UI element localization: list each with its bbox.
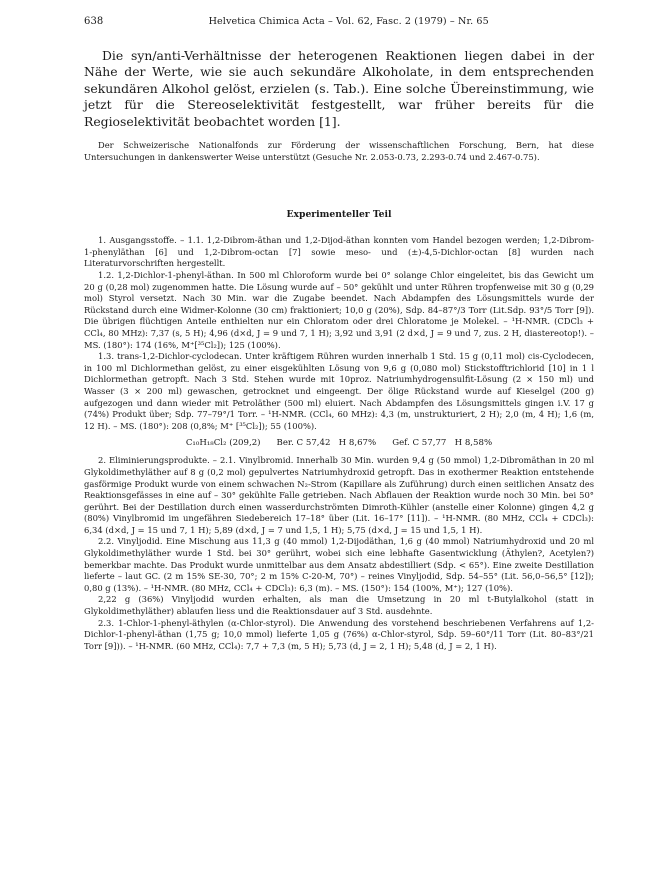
section-title: Experimenteller Teil (286, 209, 392, 221)
paragraph-1-1: 1. Ausgangsstoffe. – 1.1. 1,2-Dibrom-äthan und 1,2-Dijod-äthan konnten vom Handel bezogen werden; 1,2-Dibrom-1-phenyläthan [6] und 1,2-Dibrom-octan [7] sowie meso- und (±)-4,5-Dichlor-octan [8] wurden nach Literaturvorschriften hergestellt. (84, 235, 594, 269)
acknowledgement: Der Schweizerische Nationalfonds zur Förderung der wissenschaftlichen Forschung, Bern, hat diese Untersuchungen in dankenswerter Weise unterstützt (Gesuche Nr. 2.053-0.73, 2.293-0.74 und 2.467-0.75). (84, 140, 594, 162)
paragraph-1-2: 1.2. 1,2-Dichlor-1-phenyl-äthan. In 500 ml Chloroform wurde bei 0° solange Chlor eingeleitet, bis das Gewicht um 20 g (0,28 mol) zugenommen hatte. Die Lösung wurde auf – 50° gekühlt und unter Rühren tropfenweise mit 30 g (0,29 mol) Styrol versetzt. Nach 30 Min. war die Zugabe beendet. Nach Abdampfen des Lösungsmittels wurde der Rückstand durch eine Widmer-Kolonne (30 cm) fraktioniert; 10,0 g (20%), Sdp. 84–87°/3 Torr (Lit.Sdp. 93°/5 Torr [9]). Die übrigen flüchtigen Anteile enthielten nur ein Chloratom oder drei Chloratome je Molekel. – ¹H-NMR. (CDCl₃ + CCl₄, 80 MHz): 7,37 (s, 5 H); 4,96 (d×d, J = 9 und 7, 1 H); 3,92 und 3,91 (2 d×d, J = 9 und 7, zus. 2 H, diastereotop!). – MS. (180°): 174 (16%, M⁺[³⁵Cl₂]); 125 (100%). (84, 270, 594, 350)
journal-citation: Helvetica Chimica Acta – Vol. 62, Fasc. 2 (1979) – Nr. 65 (208, 16, 489, 27)
running-head (84, 16, 594, 34)
paragraph-1-3: 1.3. trans-1,2-Dichlor-cyclodecan. Unter kräftigem Rühren wurden innerhalb 1 Std. 15 g (0,11 mol) cis-Cyclodecen, in 100 ml Dichlormethan gelöst, zu einer eisgekühlten Lösung von 9,6 g (0,080 mol) Stickstofftrichlorid [10] in 1 l Dichlormethan getropft. Nach 3 Std. Stehen wurde mit 10proz. Natriumhydrogensulfit-Lösung (2 × 150 ml) und Wasser (3 × 200 ml) gewaschen, getrocknet und eingeengt. Der ölige Rückstand wurde auf Kieselgel (200 g) aufgezogen und dann wieder mit Petroläther (500 ml) eluiert. Nach Abdampfen des Lösungsmittels gingen i.V. 17 g (74%) Produkt über; Sdp. 77–79°/1 Torr. – ¹H-NMR. (CCl₄, 60 MHz): 4,3 (m, unstrukturiert, 2 H); 2,0 (m, 4 H); 1,6 (m, 12 H). – MS. (180°): 208 (0,8%; M⁺ [³⁵Cl₂]); 55 (100%). (84, 351, 594, 431)
paragraph-2-2b: 2,22 g (36%) Vinyljodid wurden erhalten, als man die Umsetzung in 20 ml t-Butylalkohol (statt in Glykoldimethyläther) ablaufen liess und die Reaktionsdauer auf 3 Std. ausdehnte. (84, 594, 594, 617)
paragraph-2-3: 2.3. 1-Chlor-1-phenyl-äthylen (α-Chlor-styrol). Die Anwendung des vorstehend beschriebenen Verfahrens auf 1,2-Dichlor-1-phenyl-äthan (1,75 g; 10,0 mmol) lieferte 1,05 g (76%) α-Chlor-styrol, Sdp. 59–60°/11 Torr (Lit. 80–83°/21 Torr [9])). – ¹H-NMR. (60 MHz, CCl₄): 7,7 + 7,3 (m, 5 H); 5,73 (d, J = 2, 1 H); 5,48 (d, J = 2, 1 H). (84, 617, 594, 651)
compound-formula: C₁₀H₁₈Cl₂ (209,2) (185, 438, 261, 449)
found-values: Gef. C 57,77 H 8,58% (392, 438, 493, 449)
calculated-values: Ber. C 57,42 H 8,67% (276, 438, 377, 449)
paragraph-2-2: 2.2. Vinyljodid. Eine Mischung aus 11,3 g (40 mmol) 1,2-Dijodäthan, 1,6 g (40 mmol) Natriumhydroxid und 20 ml Glykoldimethyläther wurde 1 Std. bei 30° gerührt, wobei sich eine lebhafte Gasentwicklung (Äthylen?, Acetylen?) bemerkbar machte. Das Produkt wurde unmittelbar aus dem Ansatz abdestilliert (Sdp. < 65°). Eine zweite Destillation lieferte – laut GC. (2 m 15% SE-30, 70°; 2 m 15% C-20-M, 70°) – reines Vinyljodid, Sdp. 54–55° (Lit. 56,0–56,5° [12]); 0,80 g (13%). – ¹H-NMR. (80 MHz, CCl₄ + CDCl₃): 6,3 (m). – MS. (150°): 154 (100%, M⁺); 127 (10%). (84, 536, 594, 593)
elemental-analysis (84, 437, 594, 450)
intro-paragraph: Die syn/anti-Verhältnisse der heterogenen Reaktionen liegen dabei in der Nähe der Werte, wie sie auch sekundäre Alkoholate, in dem entsprechenden sekundären Alkohol gelöst, erzielen (s. Tab.). Eine solche Übereinstimmung, wie jetzt für die Stereoselektivität festgestellt, war früher bereits für die Regioselektivität beobachtet worden [1]. (84, 48, 594, 129)
paragraph-2-1: 2. Eliminierungsprodukte. – 2.1. Vinylbromid. Innerhalb 30 Min. wurden 9,4 g (50 mmol) 1,2-Dibromäthan in 20 ml Glykoldimethyläther auf 8 g (0,2 mol) gepulvertes Natriumhydroxid getropft. Das in exothermer Reaktion entstehende gasförmige Produkt wurde von einem schwachen N₂-Strom (Kapillare als Zuführung) durch einen seitlichen Ansatz des Reaktionsgefässes in eine auf – 30° gekühlte Falle getrieben. Nach Abflauen der Reaktion wurde noch 30 Min. bei 50° gerührt. Bei der Destillation durch einen wasserdurchströmten Dimroth-Kühler (anstelle einer Kolonne) gingen 4,2 g (80%) Vinylbromid im ungefähren Siedebereich 17–18° über (Lit. 16–17° [11]). – ¹H-NMR. (80 MHz, CCl₄ + CDCl₃): 6,34 (d×d, J = 15 und 7, 1 H); 5,89 (d×d, J = 7 und 1,5, 1 H); 5,75 (d×d, J = 15 und 1,5, 1 H). (84, 455, 594, 535)
page-number: 638 (84, 16, 104, 27)
